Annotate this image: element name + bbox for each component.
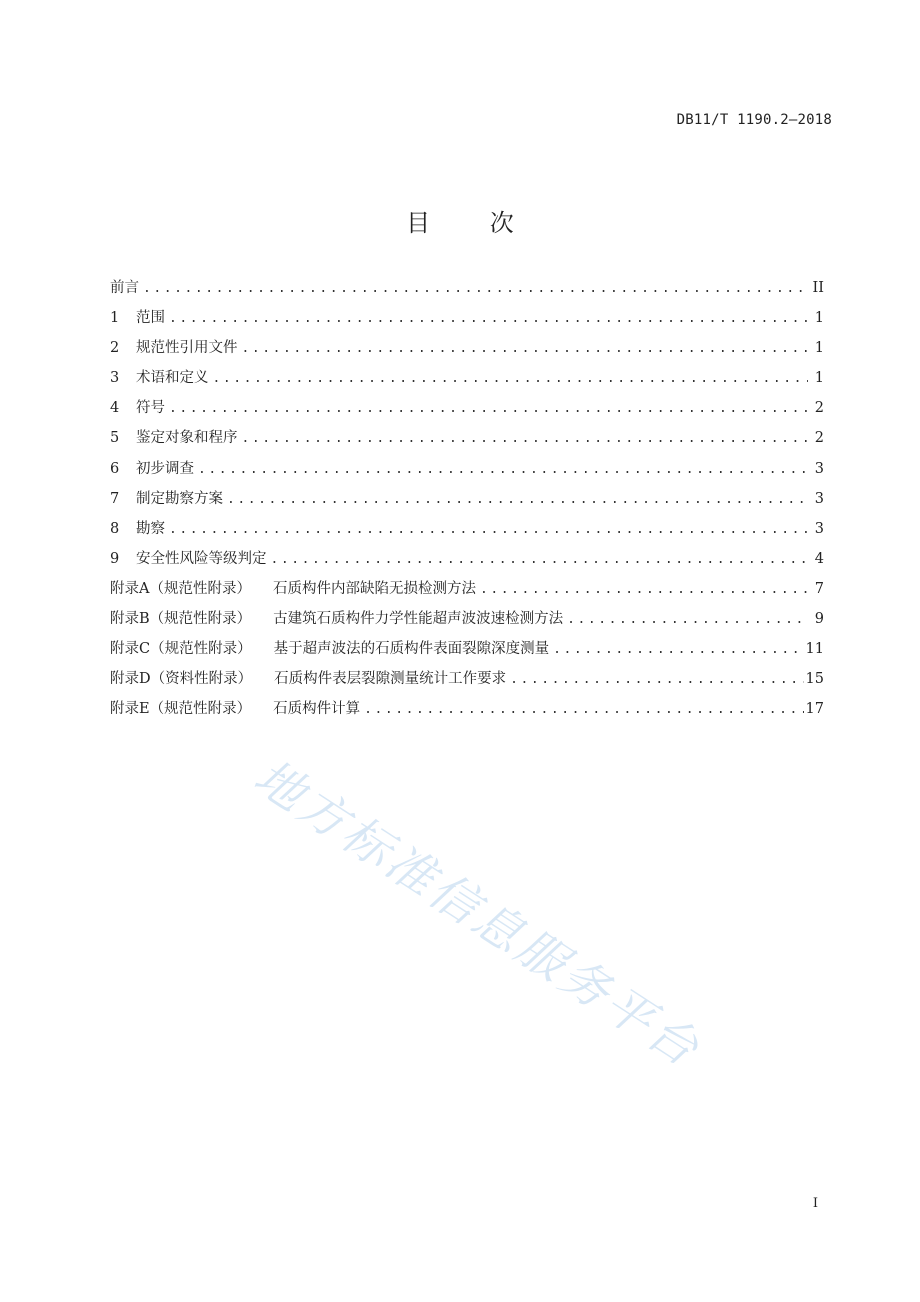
toc-entry-page: 3 — [814, 520, 824, 537]
toc-entry-number: 8 — [110, 520, 120, 537]
document-code: DB11/T 1190.2—2018 — [676, 112, 832, 128]
toc-entry-title: 安全性风险等级判定 — [136, 550, 267, 567]
toc-entry-title: 古建筑石质构件力学性能超声波波速检测方法 — [273, 611, 564, 628]
toc-dot-leader — [143, 281, 808, 296]
toc-entry-appendix-label: 附录C（规范性附录） — [110, 641, 252, 658]
toc-entry-title: 石质构件内部缺陷无损检测方法 — [272, 580, 476, 597]
toc-entry-title: 术语和定义 — [136, 370, 209, 387]
toc-entry[interactable] — [110, 276, 824, 306]
toc-entry-appendix-label: 附录E（规范性附录） — [110, 701, 252, 718]
toc-entry-number: 6 — [110, 460, 120, 477]
toc-entry[interactable] — [110, 577, 824, 607]
toc-entry[interactable] — [110, 366, 824, 396]
toc-dot-leader — [364, 702, 803, 717]
toc-entry-page: 2 — [814, 400, 824, 417]
toc-entry-page: 4 — [814, 550, 824, 567]
toc-entry-title: 石质构件计算 — [273, 701, 361, 718]
toc-entry-page: 11 — [805, 641, 824, 658]
watermark: 地方标准信息服务平台 — [244, 748, 711, 1079]
toc-entry-appendix-label: 附录B（规范性附录） — [110, 611, 252, 628]
toc-entry-page: 3 — [814, 460, 824, 477]
toc-entry-number: 4 — [110, 400, 120, 417]
page-number: I — [812, 1196, 818, 1211]
toc-entry-title: 鉴定对象和程序 — [136, 430, 238, 447]
toc-entry-page: 1 — [814, 340, 824, 357]
toc-entry[interactable] — [110, 637, 824, 667]
toc-dot-leader — [169, 401, 808, 416]
toc-entry-page: 1 — [814, 310, 824, 327]
toc-entry-page: 7 — [814, 580, 824, 597]
toc-entry-page: 2 — [814, 430, 824, 447]
toc-entry-page: 17 — [805, 701, 824, 718]
toc-dot-leader — [227, 492, 808, 507]
toc-entry-number: 3 — [110, 370, 120, 387]
toc-entry[interactable] — [110, 306, 824, 336]
toc-dot-leader — [480, 582, 808, 597]
toc-entry-title: 勘察 — [136, 520, 165, 537]
toc-entry-appendix-label: 附录D（资料性附录） — [110, 671, 253, 688]
toc-entry-page: 1 — [814, 370, 824, 387]
toc-dot-leader — [553, 642, 803, 657]
toc-entry[interactable] — [110, 607, 824, 637]
toc-dot-leader — [242, 431, 809, 446]
toc-entry-number: 1 — [110, 310, 120, 327]
toc-dot-leader — [213, 371, 809, 386]
toc-entry-title: 前言 — [110, 280, 139, 296]
toc-entry-number: 2 — [110, 340, 120, 357]
toc-dot-leader — [271, 552, 809, 567]
toc-entry-title: 石质构件表层裂隙测量统计工作要求 — [274, 671, 507, 688]
toc-dot-leader — [198, 462, 808, 477]
toc-entry[interactable] — [110, 396, 824, 426]
toc-entry-title: 符号 — [136, 400, 165, 417]
toc-entry-number: 5 — [110, 430, 120, 447]
toc-entry-number: 7 — [110, 490, 120, 507]
toc-entry-title: 基于超声波法的石质构件表面裂隙深度测量 — [273, 641, 550, 658]
toc-entry-page: 15 — [805, 671, 824, 688]
toc-entry-page: II — [812, 280, 824, 296]
toc-entry-title: 范围 — [136, 310, 165, 327]
toc-entry-title: 制定勘察方案 — [136, 490, 223, 507]
toc-entry-page: 9 — [814, 611, 824, 628]
toc-dot-leader — [169, 311, 808, 326]
toc-entry[interactable] — [110, 457, 824, 487]
toc-dot-leader — [510, 672, 803, 687]
toc-entry[interactable] — [110, 547, 824, 577]
toc-dot-leader — [567, 612, 808, 627]
toc-entry[interactable] — [110, 667, 824, 697]
toc-entry[interactable] — [110, 336, 824, 366]
toc-dot-leader — [169, 522, 808, 537]
toc-entry-number: 9 — [110, 550, 120, 567]
toc-entry-title: 规范性引用文件 — [136, 340, 238, 357]
table-of-contents — [110, 276, 824, 727]
toc-title: 目 次 — [406, 209, 540, 237]
toc-entry-title: 初步调查 — [136, 460, 194, 477]
toc-entry-page: 3 — [814, 490, 824, 507]
toc-entry[interactable] — [110, 426, 824, 456]
toc-entry-appendix-label: 附录A（规范性附录） — [110, 580, 251, 597]
toc-dot-leader — [242, 341, 809, 356]
toc-entry[interactable] — [110, 697, 824, 727]
toc-entry[interactable] — [110, 487, 824, 517]
toc-entry[interactable] — [110, 517, 824, 547]
